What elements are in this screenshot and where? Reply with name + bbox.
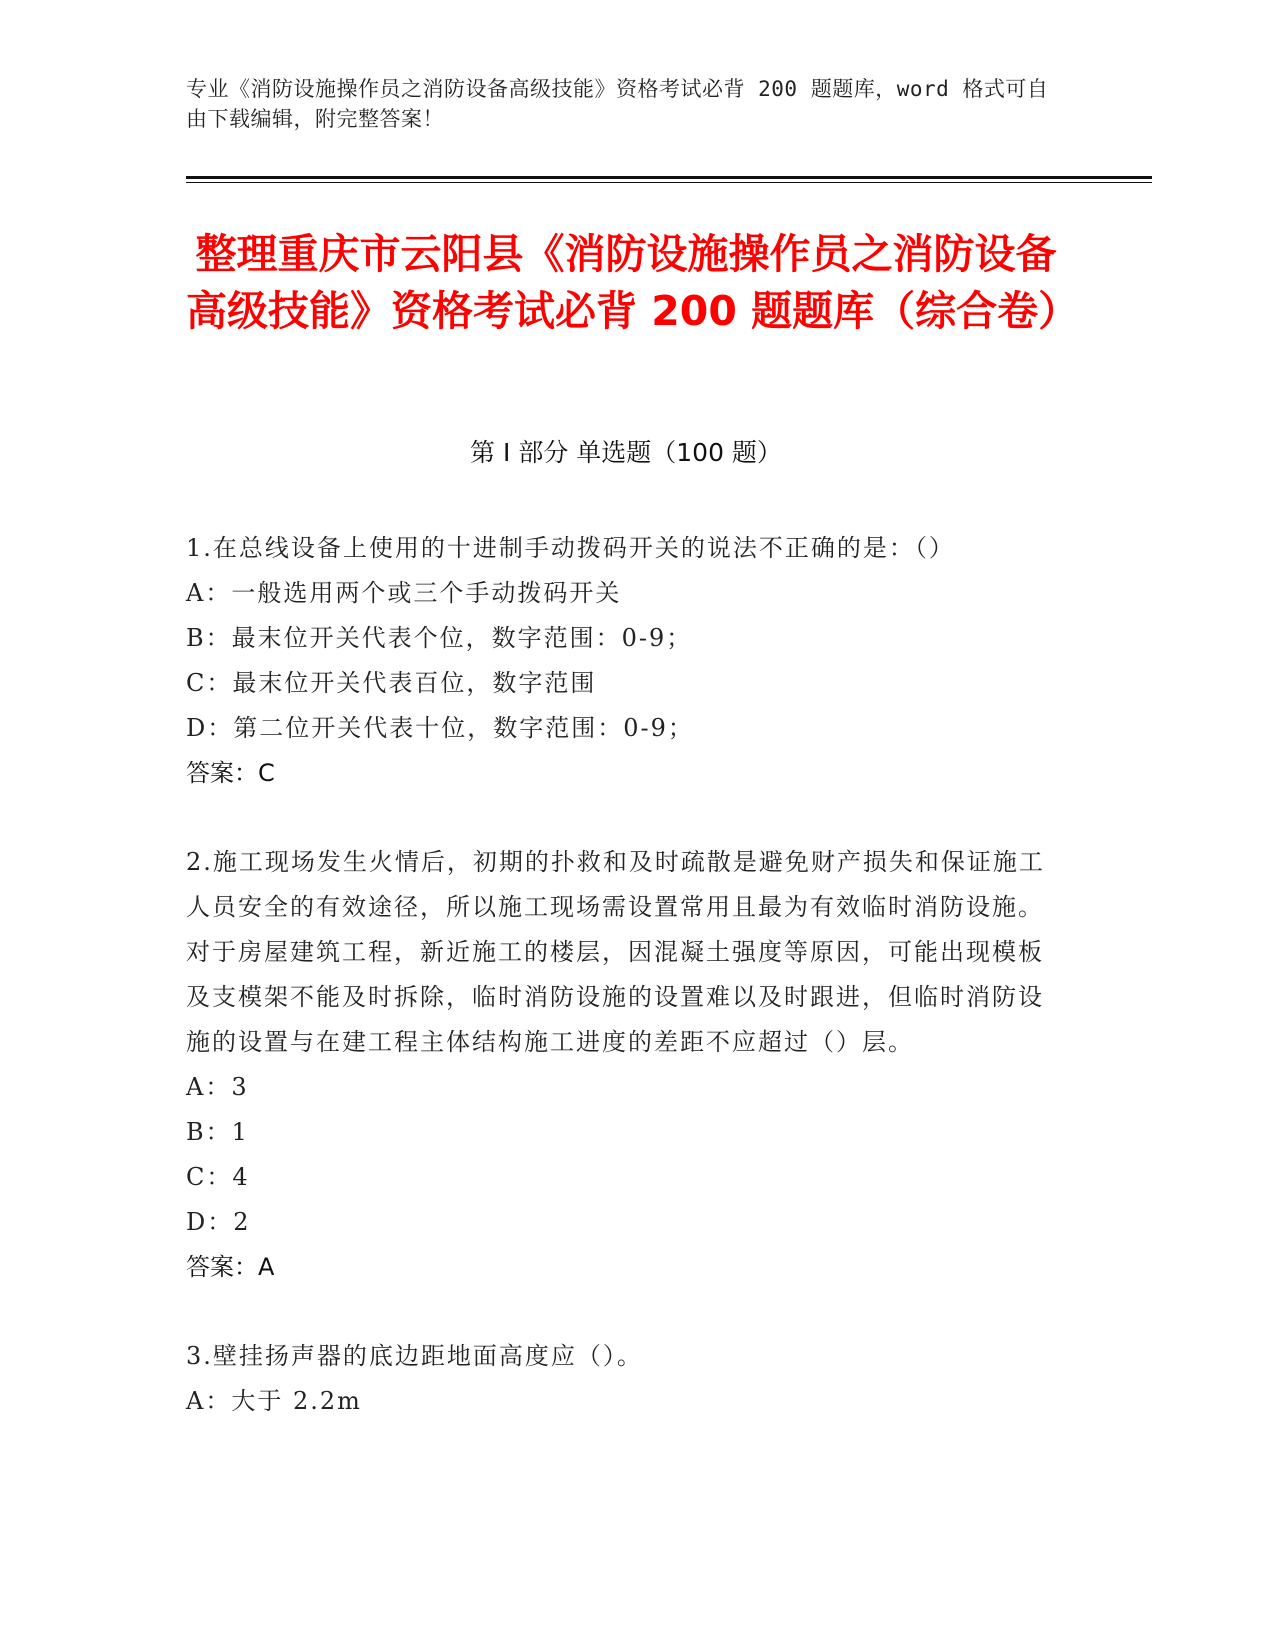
header-divider-thick <box>186 176 1152 179</box>
option-c: C：4 <box>186 1163 250 1191</box>
option-d: D：2 <box>186 1208 251 1236</box>
option-a: A：一般选用两个或三个手动拨码开关 <box>186 579 622 607</box>
answer-label: 答案：A <box>186 1253 275 1281</box>
question-3 <box>186 1334 1066 1424</box>
header-divider-thin <box>186 182 1152 183</box>
option-b: B：最末位开关代表个位，数字范围：0-9； <box>186 624 693 652</box>
question-stem: 3.壁挂扬声器的底边距地面高度应（）。 <box>186 1342 643 1370</box>
option-b: B：1 <box>186 1118 249 1146</box>
option-d: D：第二位开关代表十位，数字范围：0-9； <box>186 714 694 742</box>
option-a: A：大于 2.2m <box>186 1387 362 1415</box>
question-2 <box>186 840 1066 1290</box>
question-1 <box>186 526 1066 796</box>
answer-label: 答案：C <box>186 759 275 787</box>
question-stem: 1.在总线设备上使用的十进制手动拨码开关的说法不正确的是：（） <box>186 534 955 562</box>
option-c: C：最末位开关代表百位，数字范围 <box>186 669 597 697</box>
question-stem: 2.施工现场发生火情后，初期的扑救和及时疏散是避免财产损失和保证施工人员安全的有效途径，所以施工现场需设置常用且最为有效临时消防设施。对于房屋建筑工程，新近施工的楼层，因混凝土强度等原因，可能出现模板及支模架不能及时拆除，临时消防设施的设置难以及时跟进，但临时消防设施的设置与在建工程主体结构施工进度的差距不应超过（）层。 <box>186 848 1045 1056</box>
question-list <box>186 526 1066 1468</box>
header-note: 专业《消防设施操作员之消防设备高级技能》资格考试必背 200 题题库，word 格式可自由下载编辑，附完整答案！ <box>186 77 1049 131</box>
section-title: 第 I 部分 单选题（100 题） <box>470 438 782 467</box>
option-a: A：3 <box>186 1073 249 1101</box>
document-title: 整理重庆市云阳县《消防设施操作员之消防设备高级技能》资格考试必背 200 题题库（综合卷） <box>186 230 1080 335</box>
